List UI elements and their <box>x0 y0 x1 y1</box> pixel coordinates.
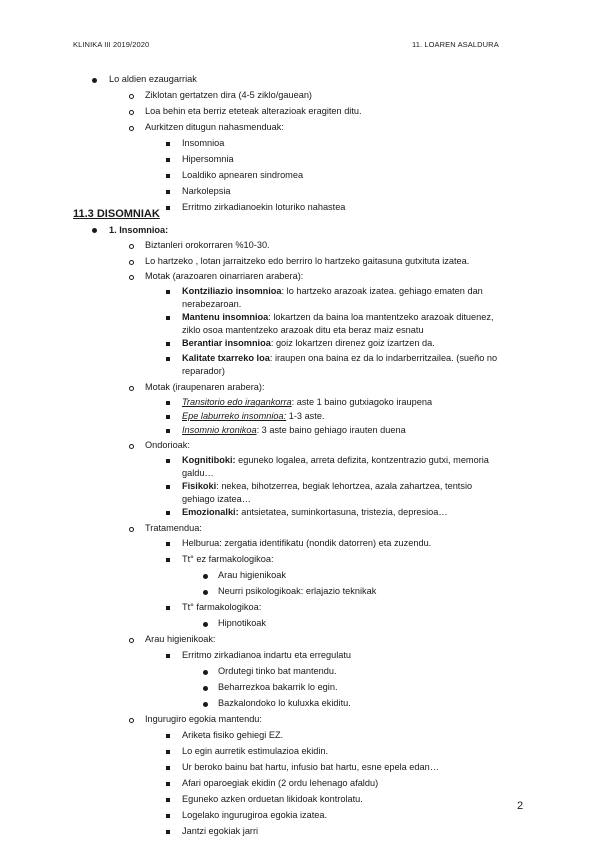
bullet-circle <box>129 126 134 131</box>
consequence-line <box>182 454 489 467</box>
bullet-square <box>166 750 170 754</box>
type-term: Insomnio kronikoa <box>182 425 257 435</box>
disorder-item: Insomnioa <box>182 138 225 148</box>
hygiene-item: Bazkalondoko lo kuluxka ekiditu. <box>218 698 351 708</box>
bullet-dot <box>92 78 97 83</box>
bullet-square <box>166 734 170 738</box>
consequence-text: eguneko logalea, arreta defizita, kontzentrazio gutxi, memoria <box>235 455 489 465</box>
bullet-circle <box>129 275 134 280</box>
bullet-square <box>166 542 170 546</box>
header-right: 11. LOAREN ASALDURA <box>412 40 499 49</box>
bullet-square <box>166 206 170 210</box>
consequences-label: Ondorioak: <box>145 440 190 450</box>
consequence-term: Kognitiboki: <box>182 455 236 465</box>
disorder-item: Hipersomnia <box>182 154 234 164</box>
hygiene-item: Beharrezkoa bakarrik lo egin. <box>218 682 338 692</box>
intro-title: Lo aldien ezaugarriak <box>109 74 197 84</box>
environment-item: Afari oparoegiak ekidin (2 ordu lehenago afaldu) <box>182 778 379 788</box>
consequence-term: Emozionalki: <box>182 507 239 517</box>
hygiene-rule: Erritmo zirkadianoa indartu eta erregulatu <box>182 650 352 660</box>
environment-item: Ariketa fisiko gehiegi EZ. <box>182 730 284 740</box>
bullet-square <box>166 654 170 658</box>
bullet-circle <box>129 244 134 249</box>
treatment-pharm-item: Hipnotikoak <box>218 618 267 628</box>
intro-item: Ziklotan gertatzen dira (4-5 ziklo/gauean) <box>145 90 312 100</box>
definition: Lo hartzeko , lotan jarraitzeko edo berriro lo hartzeko gaitasuna gutxituta izatea. <box>145 256 470 266</box>
treatment-nonpharm: Tt° ez farmakologikoa: <box>182 554 274 564</box>
type-cause-cont: nerabezaroan. <box>182 299 242 309</box>
consequence-text: : nekea, bihotzerrea, begiak lehortzea, azala zahartzea, tentsio <box>216 481 473 491</box>
bullet-dot <box>203 702 208 707</box>
type-duration-line <box>182 424 406 437</box>
type-text: : aste 1 baino gutxiagoko iraupena <box>291 397 433 407</box>
bullet-circle <box>129 260 134 265</box>
bullet-circle <box>129 718 134 723</box>
environment-item: Logelako ingurugiroa egokia izatea. <box>182 810 328 820</box>
treatment-nonpharm-item: Arau higienikoak <box>218 570 286 580</box>
bullet-circle <box>129 527 134 532</box>
treatment-nonpharm-item: Neurri psikologikoak: erlajazio teknikak <box>218 586 377 596</box>
bullet-circle <box>129 386 134 391</box>
environment-item: Lo egin aurretik estimulazioa ekidin. <box>182 746 329 756</box>
bullet-square <box>166 814 170 818</box>
consequence-term: Fisikoki <box>182 481 217 491</box>
bullet-square <box>166 485 170 489</box>
treatment-goal: Helburua: zergatia identifikatu (nondik datorren) eta zuzendu. <box>182 538 432 548</box>
bullet-dot <box>203 574 208 579</box>
type-text: : goiz lokartzen direnez goiz izartzen da. <box>270 338 435 348</box>
treatment-label: Tratamendua: <box>145 523 202 533</box>
bullet-square <box>166 558 170 562</box>
bullet-square <box>166 290 170 294</box>
header-left: KLINIKA III 2019/2020 <box>73 40 150 49</box>
bullet-square <box>166 459 170 463</box>
bullet-square <box>166 766 170 770</box>
consequence-line <box>182 480 472 493</box>
type-term: Berantiar insomnioa <box>182 338 271 348</box>
bullet-square <box>166 190 170 194</box>
bullet-square <box>166 342 170 346</box>
bullet-dot <box>203 622 208 627</box>
environment-label: Ingurugiro egokia mantendu: <box>145 714 262 724</box>
type-term: Kalitate txarreko loa <box>182 353 270 363</box>
environment-item: Ur beroko bainu bat hartu, infusio bat hartu, esne epela edan… <box>182 762 439 772</box>
type-cause-line <box>182 311 494 324</box>
bullet-dot <box>203 686 208 691</box>
bullet-square <box>166 511 170 515</box>
bullet-square <box>166 415 170 419</box>
bullet-circle <box>129 444 134 449</box>
type-text: : lo hartzeko arazoak izatea. gehiago ematen dan <box>281 286 483 296</box>
bullet-dot <box>203 670 208 675</box>
hygiene-item: Ordutegi tinko bat mantendu. <box>218 666 337 676</box>
type-term: Kontziliazio insomnioa <box>182 286 282 296</box>
bullet-circle <box>129 638 134 643</box>
types-cause-label: Motak (arazoaren oinarriaren arabera): <box>145 271 304 281</box>
type-text: : lokartzen da baina loa mantentzeko arazoak dituenez, <box>268 312 494 322</box>
type-cause-line <box>182 337 435 350</box>
type-duration-line <box>182 410 325 423</box>
intro-item: Aurkitzen ditugun nahasmenduak: <box>145 122 284 132</box>
hygiene-label: Arau higienikoak: <box>145 634 216 644</box>
bullet-square <box>166 142 170 146</box>
bullet-circle <box>129 94 134 99</box>
bullet-square <box>166 316 170 320</box>
type-term: Mantenu insomnioa <box>182 312 269 322</box>
bullet-square <box>166 174 170 178</box>
type-term: Epe laburreko insomnioa: <box>182 411 287 421</box>
disorder-item: Narkolepsia <box>182 186 231 196</box>
consequence-line <box>182 506 448 519</box>
type-term: Transitorio edo iragankorra <box>182 397 292 407</box>
bullet-square <box>166 158 170 162</box>
consequence-text: antsietatea, suminkortasuna, tristezia, depresioa… <box>238 507 448 517</box>
environment-item: Eguneko azken orduetan likidoak kontrolatu. <box>182 794 363 804</box>
treatment-pharm: Tt° farmakologikoa: <box>182 602 262 612</box>
bullet-square <box>166 606 170 610</box>
consequence-cont: gehiago izatea… <box>182 494 251 504</box>
type-text: : iraupen ona baina ez da lo indarberritzailea. (sueño no <box>269 353 498 363</box>
intro-item: Loa behin eta berriz eteteak alterazioak eragiten ditu. <box>145 106 362 116</box>
bullet-square <box>166 782 170 786</box>
bullet-square <box>166 830 170 834</box>
bullet-dot <box>203 590 208 595</box>
types-duration-label: Motak (iraupenaren arabera): <box>145 382 265 392</box>
insomnia-title: 1. Insomnioa: <box>109 225 169 235</box>
bullet-square <box>166 357 170 361</box>
disorder-item: Erritmo zirkadianoekin loturiko nahastea <box>182 202 346 212</box>
type-text: 1-3 aste. <box>286 411 325 421</box>
disorder-item: Loaldiko apnearen sindromea <box>182 170 304 180</box>
type-cause-line <box>182 285 483 298</box>
type-cause-cont: ziklo osoa mantentzeko arazoak ditu eta beraz maiz esnatu <box>182 325 424 335</box>
page-number: 2 <box>517 800 524 812</box>
prevalence: Biztanleri orokorraren %10-30. <box>145 240 270 250</box>
environment-item: Jantzi egokiak jarri <box>182 826 259 836</box>
type-duration-line <box>182 396 432 409</box>
bullet-circle <box>129 110 134 115</box>
type-cause-line <box>182 352 497 365</box>
bullet-square <box>166 798 170 802</box>
bullet-dot <box>92 228 97 233</box>
bullet-square <box>166 401 170 405</box>
type-cause-cont: reparador) <box>182 366 225 376</box>
type-text: : 3 aste baino gehiago irauten duena <box>256 425 406 435</box>
bullet-square <box>166 429 170 433</box>
consequence-cont: galdu… <box>182 468 214 478</box>
section-title: 11.3 DISOMNIAK <box>73 208 160 220</box>
